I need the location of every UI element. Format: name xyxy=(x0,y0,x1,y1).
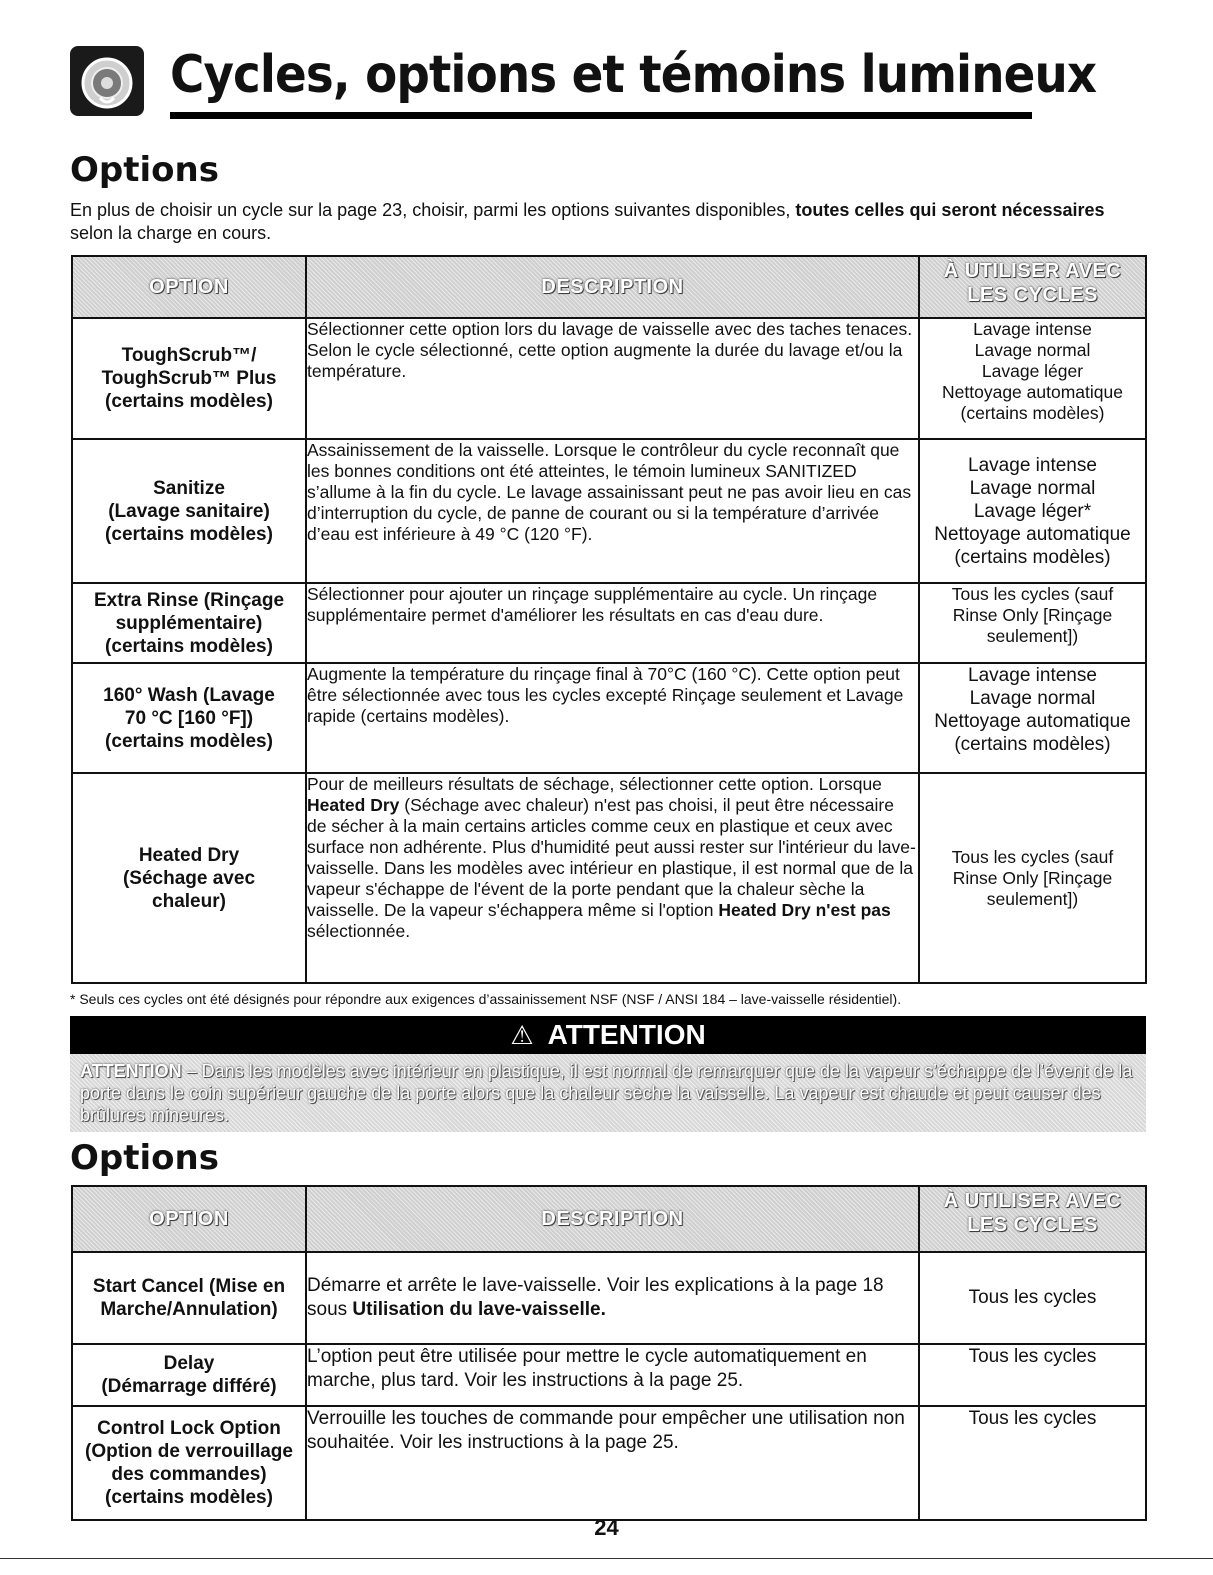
option-cell xyxy=(72,318,306,439)
cycles-cell xyxy=(919,439,1146,583)
description-cell: Sélectionner cette option lors du lavage de vaisselle avec des taches tenaces. Selon le cycle sélectionné, cette option augmente la durée du lavage et/ou la température. xyxy=(306,318,919,439)
option-name: Extra Rinse (Rinçage xyxy=(93,589,285,611)
cycle-item: Nettoyage automatique xyxy=(934,711,1131,732)
cycle-item: Tous les cycles xyxy=(968,1346,1097,1367)
intro-paragraph xyxy=(70,199,1150,245)
option-name: ToughScrub™/ xyxy=(121,345,257,366)
intro-emphasis: toutes celles qui seront nécessaires xyxy=(795,200,1105,220)
table-row xyxy=(72,1344,1146,1406)
description-text: (Séchage avec chaleur) n'est pas choisi, il peut être nécessaire de sécher à la main certains articles comme ceux en plastique et ceux avec surface non adhérente. Plus d'humidité peut aussi rester sur l'intérieur du lave-vaisselle. Dans les modèles avec intérieur en plastique, il est normal que de la vapeur s'échappe de l'évent de la porte pendant que la chaleur sèche la vaisselle. De la vapeur s'échappera même si l'option xyxy=(307,795,916,920)
page-title: Cycles, options et témoins lumineux xyxy=(170,45,1097,105)
option-name: supplémentaire) xyxy=(115,612,263,634)
attention-banner xyxy=(70,1016,1146,1054)
option-cell xyxy=(72,1406,306,1520)
option-note: (certains modèles) xyxy=(105,523,273,545)
option-name: Sanitize xyxy=(153,477,225,499)
cycle-item: Tous les cycles xyxy=(968,1287,1097,1308)
header-description: DESCRIPTION xyxy=(306,1186,919,1252)
table-header-row xyxy=(72,256,1146,318)
table-row xyxy=(72,583,1146,663)
title-underline xyxy=(170,112,1032,119)
page-number: 24 xyxy=(594,1515,619,1540)
option-name: (Démarrage différé) xyxy=(101,1376,277,1397)
description-emphasis: Utilisation du lave-vaisselle. xyxy=(352,1299,606,1320)
cycle-item: Tous les cycles (sauf xyxy=(951,584,1114,604)
cycle-item: Lavage léger* xyxy=(973,500,1092,522)
cycle-item: Lavage intense xyxy=(973,319,1092,339)
header-cycles-line1: À UTILISER AVEC xyxy=(943,1190,1122,1212)
page-header xyxy=(70,40,1150,120)
header-description: DESCRIPTION xyxy=(306,256,919,318)
option-name: des commandes) xyxy=(111,1464,267,1485)
option-cell xyxy=(72,1252,306,1344)
option-name: Delay xyxy=(163,1353,215,1374)
cycle-item: Rinse Only [Rinçage xyxy=(952,867,1113,888)
options-heading: Options xyxy=(70,150,219,190)
cycle-item: seulement]) xyxy=(986,888,1079,909)
table-row xyxy=(72,1252,1146,1344)
cycle-item: Nettoyage automatique xyxy=(934,523,1131,545)
description-emphasis: Heated Dry n'est pas xyxy=(718,900,891,920)
description-cell: L’option peut être utilisée pour mettre le cycle automatiquement en marche, plus tard. Voir les instructions à la page 25. xyxy=(306,1344,919,1406)
option-note: (certains modèles) xyxy=(105,1487,273,1508)
header-cycles-line1: À UTILISER AVEC xyxy=(943,260,1122,282)
header-cycles xyxy=(919,1186,1146,1252)
warning-triangle-icon: ⚠ xyxy=(510,1020,534,1050)
options-heading-2: Options xyxy=(70,1138,219,1178)
cycle-item: seulement]) xyxy=(986,626,1079,646)
option-cell xyxy=(72,773,306,983)
cycle-item: Rinse Only [Rinçage xyxy=(952,605,1113,625)
dishwasher-icon xyxy=(70,46,144,116)
option-name: (Option de verrouillage xyxy=(85,1441,293,1462)
cycle-item: (certains modèles) xyxy=(960,403,1105,423)
cycle-item: (certains modèles) xyxy=(954,546,1111,568)
option-name: (Séchage avec xyxy=(122,867,256,889)
cycles-cell xyxy=(919,1406,1146,1520)
cycle-item: Lavage intense xyxy=(968,665,1097,686)
header-cycles-line2: LES CYCLES xyxy=(967,1214,1098,1236)
description-cell: Sélectionner pour ajouter un rinçage supplémentaire au cycle. Un rinçage supplémentaire permet d'améliorer les résultats en cas d'eau dure. xyxy=(306,583,919,663)
header-cycles xyxy=(919,256,1146,318)
attention-text: – Dans les modèles avec intérieur en plastique, il est normal de remarquer que de la vapeur s’échappe de l’évent de la porte dans le coin supérieur gauche de la porte alors que la chaleur sèche la vaisselle. La vapeur est chaude et peut causer des brûlures mineures. xyxy=(80,1061,1133,1125)
description-cell: Augmente la température du rinçage final à 70°C (160 °C). Cette option peut être sélectionnée avec tous les cycles excepté Rinçage seulement et Lavage rapide (certains modèles). xyxy=(306,663,919,773)
option-note: (certains modèles) xyxy=(105,730,273,752)
option-note: (certains modèles) xyxy=(105,391,273,412)
option-cell xyxy=(72,1344,306,1406)
description-cell: Assainissement de la vaisselle. Lorsque le contrôleur du cycle reconnaît que les bonnes conditions ont été atteintes, le témoin lumineux SANITIZED s’allume à la fin du cycle. Le lavage assainissant peut ne pas avoir lieu en cas d’interruption du cycle, de panne de courant ou si la température d’arrivée d’eau est inférieure à 49 °C (120 °F). xyxy=(306,439,919,583)
options-table xyxy=(71,255,1147,984)
option-name: 160° Wash (Lavage xyxy=(103,684,275,706)
table-row xyxy=(72,1406,1146,1520)
cycle-item: Lavage léger xyxy=(981,361,1084,381)
cycle-item: Nettoyage automatique xyxy=(942,382,1123,402)
bottom-rule xyxy=(0,1558,1213,1559)
option-name: Heated Dry xyxy=(138,844,240,866)
cycles-cell xyxy=(919,773,1146,983)
footnote: * Seuls ces cycles ont été désignés pour répondre aux exigences d’assainissement NSF (NSF / ANSI 184 – lave-vaisselle résidentiel). xyxy=(70,991,902,1007)
attention-banner-text: ATTENTION xyxy=(547,1019,706,1050)
table-row xyxy=(72,318,1146,439)
option-name: (Lavage sanitaire) xyxy=(108,500,270,522)
cycles-cell xyxy=(919,663,1146,773)
cycle-item: Tous les cycles xyxy=(968,1408,1097,1429)
description-text: Démarre et arrête le lave-vaisselle. Voir les explications à la page 18 sous xyxy=(307,1275,884,1320)
intro-text: En plus de choisir un cycle sur la page 23, choisir, parmi les options suivantes disponibles, xyxy=(70,200,796,220)
cycles-cell xyxy=(919,318,1146,439)
description-emphasis: Heated Dry xyxy=(307,795,400,815)
option-name: Start Cancel (Mise en xyxy=(92,1276,286,1297)
description-cell: Verrouille les touches de commande pour empêcher une utilisation non souhaitée. Voir les instructions à la page 25. xyxy=(306,1406,919,1520)
table-row xyxy=(72,439,1146,583)
option-name: Control Lock Option xyxy=(97,1418,281,1439)
option-cell xyxy=(72,583,306,663)
table-header-row xyxy=(72,1186,1146,1252)
cycle-item: Lavage normal xyxy=(969,688,1096,709)
option-name: chaleur) xyxy=(152,890,226,912)
description-text: Pour de meilleurs résultats de séchage, sélectionner cette option. Lorsque xyxy=(307,774,882,794)
header-option: OPTION xyxy=(72,256,306,318)
cycle-item: Lavage intense xyxy=(968,454,1097,476)
header-cycles-line2: LES CYCLES xyxy=(967,284,1098,306)
description-cell xyxy=(306,773,919,983)
cycles-cell xyxy=(919,1252,1146,1344)
option-name: Marche/Annulation) xyxy=(100,1299,278,1320)
attention-box xyxy=(70,1054,1146,1132)
option-name: ToughScrub™ Plus xyxy=(101,368,277,389)
cycles-cell xyxy=(919,1344,1146,1406)
table-row xyxy=(72,663,1146,773)
cycle-item: (certains modèles) xyxy=(954,734,1111,755)
description-cell xyxy=(306,1252,919,1344)
intro-text-end: selon la charge en cours. xyxy=(70,223,272,243)
option-note: (certains modèles) xyxy=(105,635,273,657)
description-text: sélectionnée. xyxy=(307,921,411,941)
option-cell xyxy=(72,663,306,773)
option-cell xyxy=(72,439,306,583)
attention-label: ATTENTION xyxy=(80,1061,182,1081)
options-table-2 xyxy=(71,1185,1147,1521)
option-name: 70 °C [160 °F]) xyxy=(124,707,254,729)
cycles-cell xyxy=(919,583,1146,663)
cycle-item: Lavage normal xyxy=(969,477,1096,499)
table-row xyxy=(72,773,1146,983)
header-option: OPTION xyxy=(72,1186,306,1252)
cycle-item: Tous les cycles (sauf xyxy=(951,846,1114,867)
cycle-item: Lavage normal xyxy=(974,340,1091,360)
